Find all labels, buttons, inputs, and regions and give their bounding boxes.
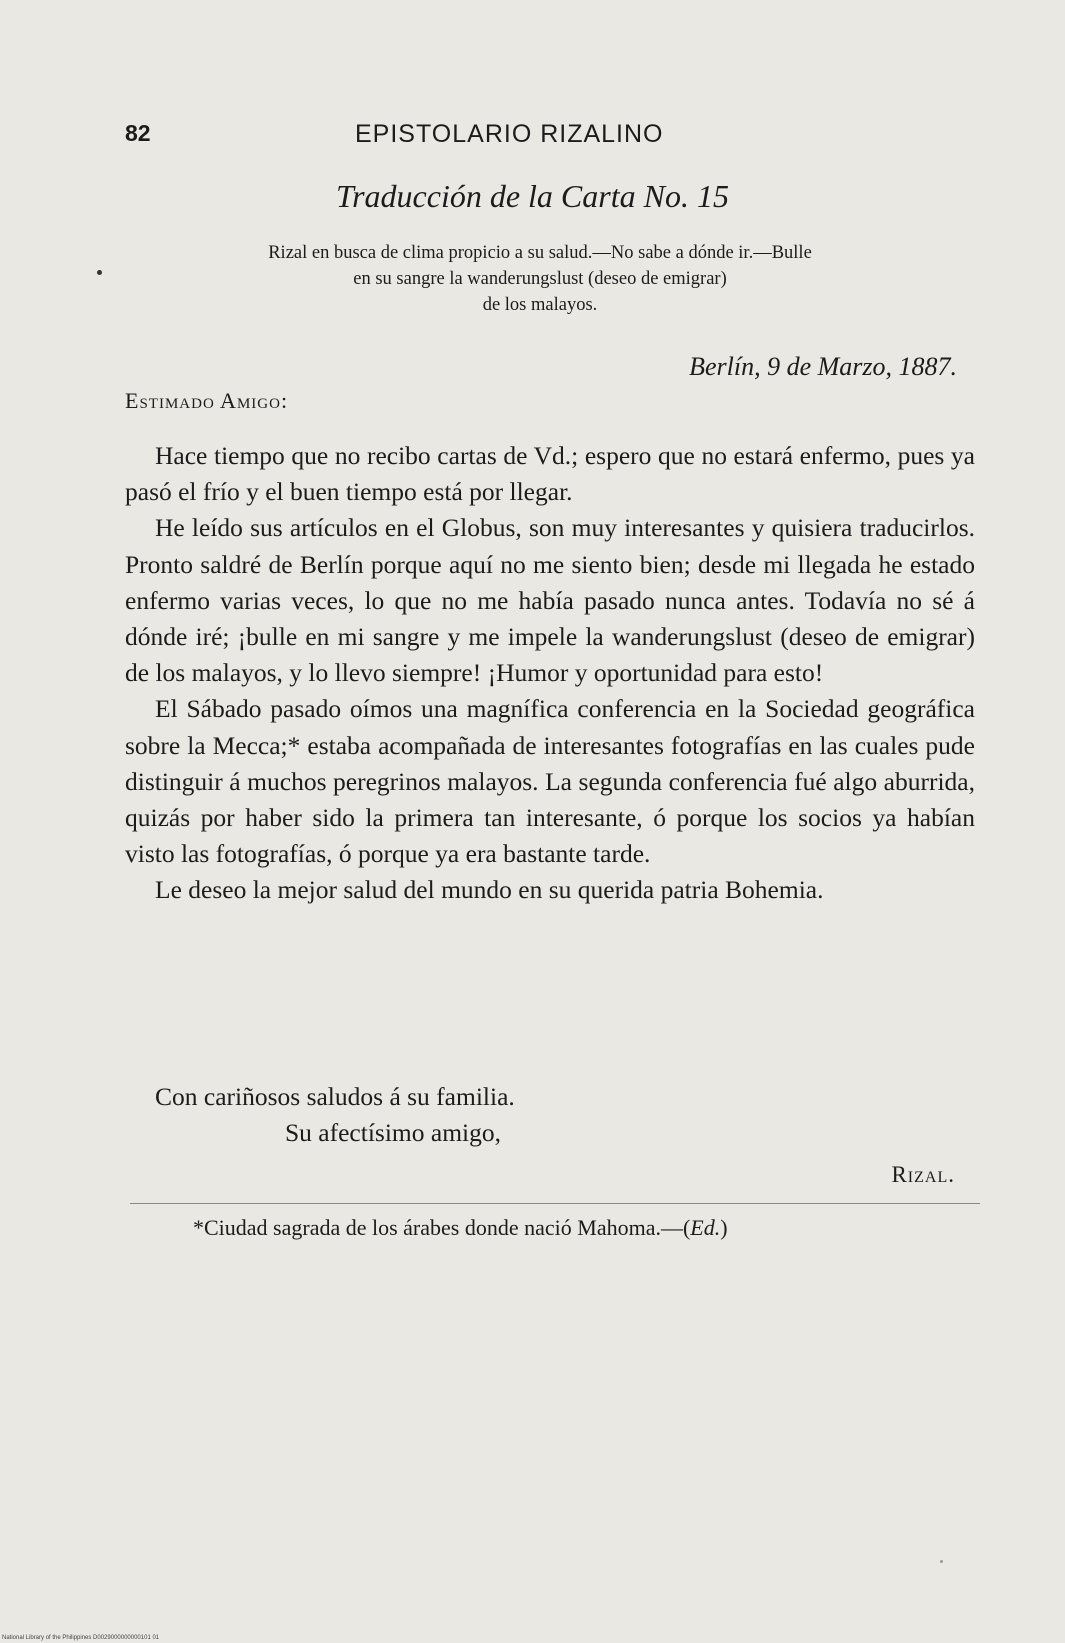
body-paragraph: Hace tiempo que no recibo cartas de Vd.; espero que no estará enfermo, pues ya pasó el frío y el buen tiempo está por llegar.	[125, 441, 975, 507]
footnote	[193, 1215, 728, 1241]
footnote-editor-mark: Ed.	[690, 1215, 721, 1240]
summary-line: en su sangre la wanderungslust (deseo de emigrar)	[353, 269, 727, 289]
body-paragraph: He leído sus artículos en el Globus, son muy interesantes y quisiera traducirlos. Pronto saldré de Berlín porque aquí no me siento bien; desde mi llegada he estado enfermo varias veces, lo que no me había pasado nunca antes. Todavía no sé á dónde iré; ¡bulle en mi sangre y me impele la wanderungslust (deseo de emigrar) de los malayos, y lo llevo siempre! ¡Humor y oportunidad para esto!	[125, 513, 975, 688]
footnote-divider	[130, 1203, 980, 1204]
letter-body	[125, 438, 975, 909]
closing-line: Con cariñosos saludos á su familia.	[155, 1082, 515, 1111]
page-header	[125, 120, 975, 160]
footnote-close: )	[720, 1215, 728, 1240]
signature: Rizal.	[891, 1162, 955, 1187]
salutation: Estimado Amigo:	[125, 388, 289, 413]
summary-line: Rizal en busca de clima propicio a su salud.—No sabe a dónde ir.—Bulle	[268, 243, 812, 263]
body-paragraph: Le deseo la mejor salud del mundo en su querida patria Bohemia.	[155, 875, 824, 905]
summary-line: de los malayos.	[482, 295, 598, 315]
scan-speck	[940, 1560, 943, 1563]
letter-summary	[120, 240, 960, 318]
footnote-text: *Ciudad sagrada de los árabes donde nació Mahoma.—(	[193, 1215, 691, 1240]
archive-credit: National Library of the Philippines D0029000000000101 01	[2, 1635, 160, 1641]
page-number: 82	[125, 120, 151, 146]
running-title: EPISTOLARIO RIZALINO	[355, 120, 664, 148]
body-paragraph: El Sábado pasado oímos una magnífica conferencia en la Sociedad geográfica sobre la Mecca;* estaba acompañada de interesantes fotografías en las cuales pude distinguir á muchos peregrinos malayos. La segunda conferencia fué algo aburrida, quizás por haber sido la primera tan interesante, ó porque los socios ya habían visto las fotografías, ó porque ya era bastante tarde.	[125, 694, 975, 869]
complimentary-close: Su afectísimo amigo,	[285, 1118, 502, 1147]
bullet-dot-icon	[97, 270, 102, 275]
letter-title: Traducción de la Carta No. 15	[336, 178, 729, 214]
place-and-date: Berlín, 9 de Marzo, 1887.	[689, 352, 957, 381]
